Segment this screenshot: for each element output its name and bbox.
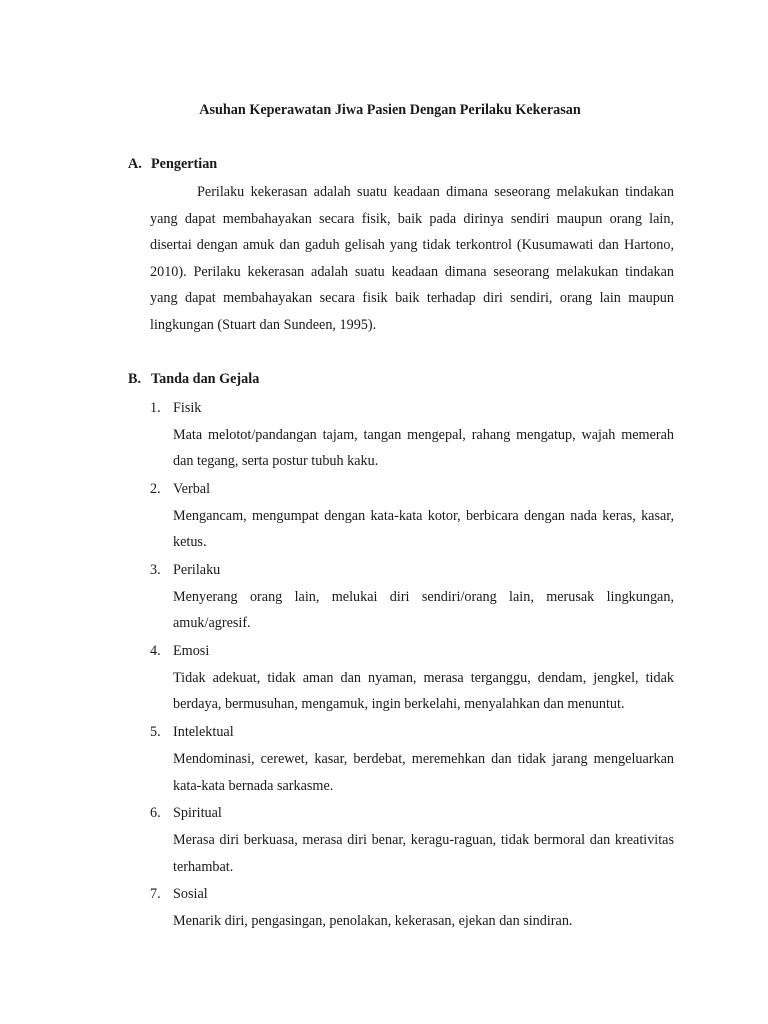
section-b-letter: B. [128,371,142,387]
list-item-label: Emosi [173,643,210,660]
list-item-header [150,557,674,584]
document-title: Asuhan Keperawatan Jiwa Pasien Dengan Perilaku Kekerasan [199,102,581,118]
section-b-title: Tanda dan Gejala [151,371,260,387]
list-item-label: Intelektual [173,724,234,741]
list-item [150,395,674,475]
list-item-label: Spiritual [173,805,222,822]
section-a-letter: A. [128,156,142,172]
section-b-heading [128,371,259,388]
list-item [150,638,674,718]
list-item-description: Mengancam, mengumpat dengan kata-kata kotor, berbicara dengan nada keras, kasar, ketus. [173,507,674,551]
list-item-description: Mendominasi, cerewet, kasar, berdebat, meremehkan dan tidak jarang mengeluarkan kata-kata bernada sarkasme. [173,750,674,794]
list-item [150,881,674,934]
list-item-description: Menyerang orang lain, melukai diri sendiri/orang lain, merusak lingkungan, amuk/agresif. [173,588,674,632]
list-item-label: Fisik [173,400,202,416]
list-item-number: 7. [150,886,161,903]
list-item-description: Tidak adekuat, tidak aman dan nyaman, merasa terganggu, dendam, jengkel, tidak berdaya, bermusuhan, mengamuk, ingin berkelahi, menyalahkan dan menuntut. [173,669,674,713]
list-item-label: Sosial [173,886,208,903]
list-item-number: 1. [150,400,161,416]
symptom-list [150,395,674,936]
section-a-paragraph: Perilaku kekerasan adalah suatu keadaan dimana seseorang melakukan tindakan yang dapat membahayakan secara fisik, baik pada dirinya sendiri maupun orang lain, disertai dengan amuk dan gaduh gelisah yang tidak terkontrol (Kusumawati dan Hartono, 2010). Perilaku kekerasan adalah suatu keadaan dimana seseorang melakukan tindakan yang dapat membahayakan secara fisik baik terhadap diri sendiri, orang lain maupun lingkungan (Stuart dan Sundeen, 1995). [150,184,674,333]
list-item-header [150,800,674,827]
list-item-label: Verbal [173,481,211,498]
list-item-header [150,719,674,746]
list-item [150,800,674,880]
list-item-header [150,476,674,503]
list-item-header [150,395,674,422]
list-item-label: Perilaku [173,562,221,579]
list-item [150,719,674,799]
list-item-number: 3. [150,562,161,579]
list-item-number: 5. [150,724,161,741]
list-item [150,557,674,637]
section-a-title: Pengertian [151,156,218,172]
list-item-header [150,638,674,665]
list-item-number: 6. [150,805,161,822]
list-item-number: 2. [150,481,161,498]
list-item-description: Menarik diri, pengasingan, penolakan, kekerasan, ejekan dan sindiran. [173,913,573,930]
section-a-heading [128,156,217,173]
list-item [150,476,674,556]
list-item-description: Mata melotot/pandangan tajam, tangan mengepal, rahang mengatup, wajah memerah dan tegang, serta postur tubuh kaku. [173,426,674,470]
list-item-description: Merasa diri berkuasa, merasa diri benar, keragu-raguan, tidak bermoral dan kreativitas terhambat. [173,831,674,875]
list-item-header [150,881,674,908]
list-item-number: 4. [150,643,161,660]
